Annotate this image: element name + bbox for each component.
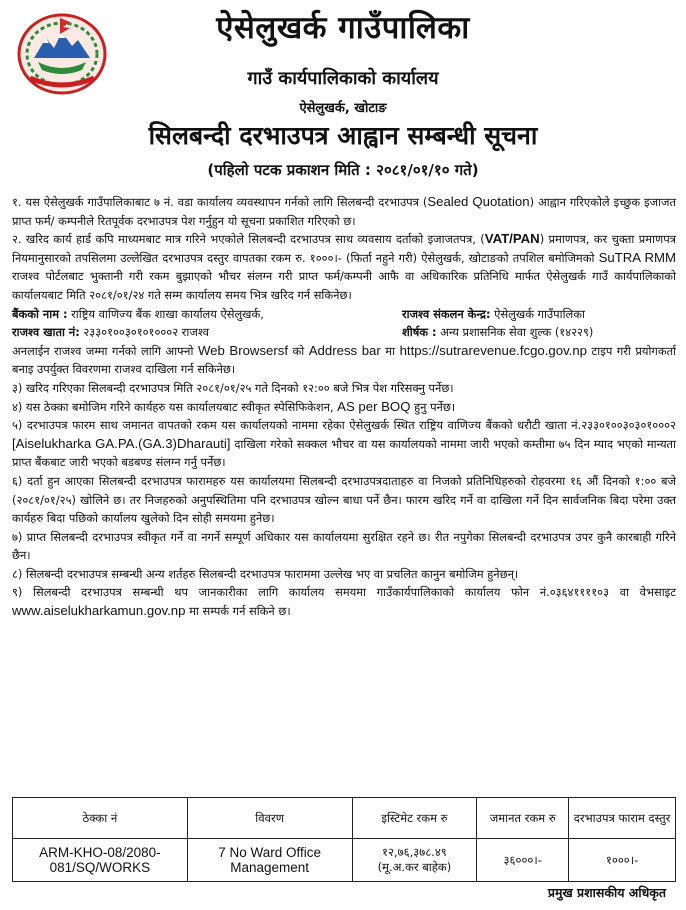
municipality-title: ऐसेलुखर्क गाउँपालिका <box>216 10 470 46</box>
clause-7: ७) प्राप्त सिलबन्दी दरभाउपत्र स्वीकृत गर्ने वा नगर्ने सम्पूर्ण अधिकार यस कार्यालयमा सुरक्षित रहने छ। रीत नपुगेका सिलबन्दी दरभाउपत्र उपर कुनै कारबाही गरिने छैन। <box>12 529 676 563</box>
notice-title: सिलबन्दी दरभाउपत्र आह्वान सम्बन्धी सूचना <box>148 121 538 150</box>
online-payment-info: अनलाईन राजश्व जम्मा गर्नको लागि आफ्नो Web Browsersf को Address bar मा https://sutrarevenue.fcgo.gov.np टाइप गरी प्रयोगकर्ता बनाइ उपर्युक्त विवरणमा राजश्व दाखिला गर्न सकिनेछ। <box>12 342 677 377</box>
table-header-row <box>13 798 676 839</box>
contract-table <box>12 797 676 882</box>
clause-1: १. यस ऐसेलुखर्क गाउँपालिकाबाट ७ नं. वडा कार्यालय व्यवस्थापन गर्नको लागि सिलबन्दी दरभाउपत्र (Sealed Quotation) आह्वान गरिएकोले इच्छुक इजाजत प्राप्त फर्म/ कम्पनीले रितपूर्वक दरभाउपत्र पेश गर्नुहुन यो सूचना प्रकाशित गरिएको छ। <box>12 194 676 228</box>
cell-security: ३६०००।- <box>477 839 569 882</box>
cell-estimate: १२,७६,३७८.४९ (मू.अ.कर बाहेक) <box>352 839 477 882</box>
office-name: गाउँ कार्यपालिकाको कार्यालय <box>247 68 439 89</box>
table-row <box>13 839 676 882</box>
website-link[interactable]: www.aiselukharkamun.gov.np <box>12 603 186 619</box>
notice-body <box>12 193 676 621</box>
header-contract-no: ठेक्का नं <box>13 798 188 839</box>
revenue-portal-link[interactable]: https://sutrarevenue.fcgo.gov.np <box>399 342 588 358</box>
publication-date: (पहिलो पटक प्रकाशन मिति : २०८१/०१/१० गते) <box>207 161 479 179</box>
bank-info-row: बैंकको नाम : राष्ट्रिय वाणिज्य बैंक शाखा कार्यालय ऐसेलुखर्क, राजश्व संकलन केन्द्र: ऐसेलुखर्क गाउँपालिका <box>12 306 585 321</box>
header-description: विवरण <box>187 798 352 839</box>
clause-9: ९) सिलबन्दी दरभाउपत्र सम्बन्धी थप जानकारीका लागि कार्यालय समयमा गाउँकार्यपालिकाको कार्यालय फोन नं.०३६४११११०३ वा वेभसाइट www.aiselukharkamun.gov.np मा सम्पर्क गर्न सकिने छ। <box>12 585 676 619</box>
signatory: प्रमुख प्रशासकीय अधिकृत <box>547 885 666 900</box>
header-estimate: इस्टिमेट रकम रु <box>352 798 477 839</box>
clause-8: ८) सिलबन्दी दरभाउपत्र सम्बन्धी अन्य शर्तहरु सिलबन्दी दरभाउपत्र फाराममा उल्लेख भए वा प्रचलित कानुन बमोजिम हुनेछन्। <box>12 566 519 581</box>
clause-4: ४) यस ठेक्का बमोजिम गरिने कार्यहरु यस कार्यालयबाट स्वीकृत स्पेसिफिकेशन, AS per BOQ हुनु पर्नेछ। <box>12 398 456 414</box>
clause-2: २. खरिद कार्य हार्ड कपि माध्यमबाट मात्र गरिने भएकोले सिलबन्दी दरभाउपत्र साथ व्यवसाय दर्ताको इजाजतपत्र, (VAT/PAN) प्रमाणपत्र, कर चुक्ता प्रमाणपत्र नियमानुसारको तपसिलमा उल्लेखित दरभाउपत्र दस्तुर वापतका रकम रु. १०००।- (फिर्ता नहुने गरी) ऐसेलुखर्क, खोटाङको तपशिल बमोजिमको SuTRA RMM राजश्व पोर्टलबाट भुक्तानी गरी रकम बुझाएको भौचर संलग्न गरी प्राप्त फर्म/कम्पनी आफै वा अधिकारिक प्रतिनिधि मार्फत ऐसेलुखर्क गाउँ कार्यपालिकाको कार्यालयबाट मिति २०८१/०१/२४ गते सम्म कार्यालय समय भित्र खरिद गर्न सकिनेछ। <box>12 231 676 302</box>
cell-contract-no: ARM-KHO-08/2080-081/SQ/WORKS <box>13 839 188 882</box>
clause-3: ३) खरिद गरिएका सिलबन्दी दरभाउपत्र मिति २०८१/०१/२५ गते दिनको १२:०० बजे भित्र पेश गरिसक्नु पर्नेछ। <box>12 380 454 395</box>
office-address: ऐसेलुखर्क, खोटाङ <box>299 101 387 116</box>
cell-description: 7 No Ward Office Management <box>187 839 352 882</box>
clause-5: ५) दरभाउपत्र फारम साथ जमानत वापतको रकम यस कार्यालयको नाममा रहेका ऐसेलुखर्क स्थित राष्ट्रिय वाणिज्य बैंकको धरौटी खाता नं.२३३०१००३०३०१०००२ [Aiselukharka GA.PA.(GA.3)Dharauti] दाखिला गरेको सक्कल भौचर वा यस कार्यालयको नाममा जारी भएको कम्तीमा ७५ दिन म्याद भएको मान्यता प्राप्त बैंकबाट जारी भएको बडबण्ड संलग्न गर्नु पर्नेछ। <box>12 418 676 470</box>
header-security: जमानत रकम रु <box>477 798 569 839</box>
cell-form-fee: १०००।- <box>569 839 676 882</box>
account-info-row: राजश्व खाता नं: २३३०१००३०१०१०००२ राजश्व शीर्षक : अन्य प्रशासनिक सेवा शुल्क (१४२२९) <box>12 325 594 340</box>
clause-6: ६) दर्ता हुन आएका सिलबन्दी दरभाउपत्र फारामहरु यस कार्यालयमा सिलबन्दी दरभाउपत्रदाताहरु वा निजको प्रतिनिधिहरुको रोहवरमा १६ औं दिनको १:०० बजे (२०८१/०१/२५) खोलिने छ। तर निजहरुको अनुपस्थितिमा पनि दरभाउपत्र खोल्न बाधा पर्ने छैन। फारम खरिद गर्ने वा दाखिला गर्ने दिन सार्वजनिक बिदा परेमा उक्त कार्यहरु बिदा पछिको कार्यालय खुलेको दिन सोही समयमा हुनेछ। <box>12 473 676 526</box>
header-form-fee: दरभाउपत्र फाराम दस्तुर <box>569 798 676 839</box>
